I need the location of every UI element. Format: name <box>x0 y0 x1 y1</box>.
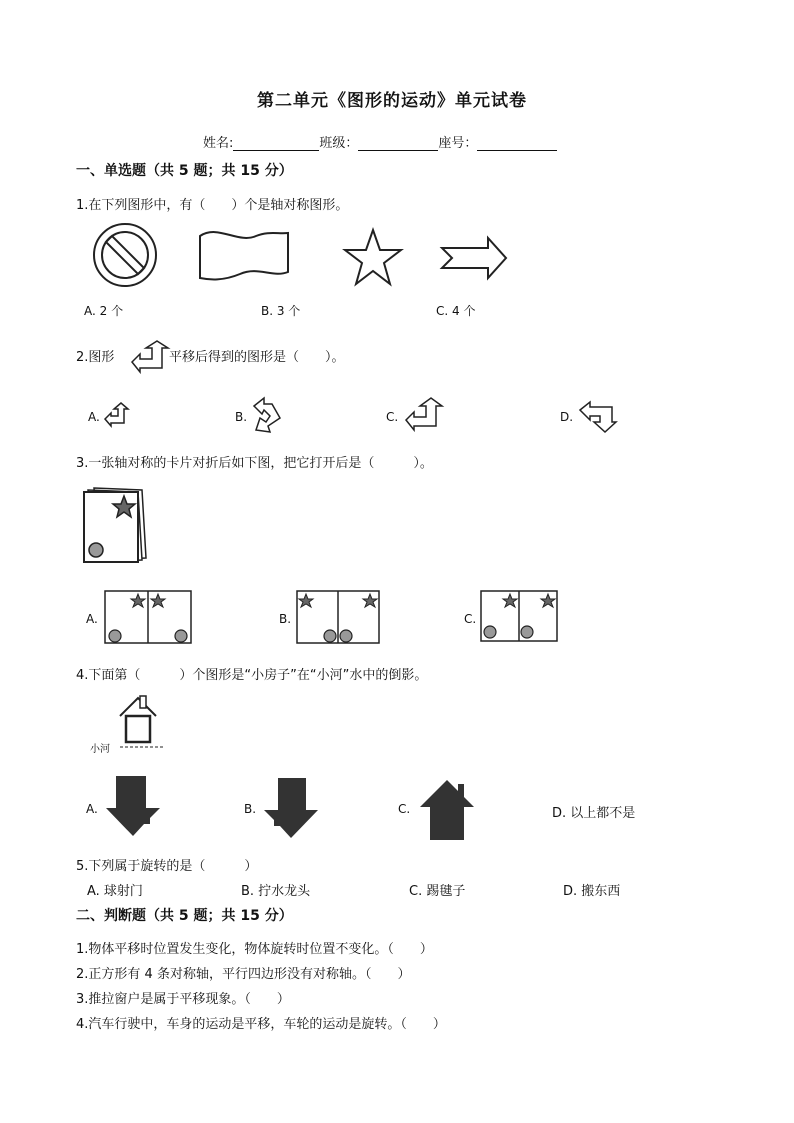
seat-blank[interactable] <box>477 136 557 151</box>
q2-option-a-shape-icon[interactable] <box>103 402 133 428</box>
q2-option-c-shape-icon[interactable] <box>402 396 446 432</box>
question-5-text: 5.下列属于旋转的是（ ） <box>76 859 258 874</box>
question-2-text-before: 2.图形 <box>76 350 115 365</box>
question-1-text: 1.在下列图形中，有（ ）个是轴对称图形。 <box>76 198 349 213</box>
q4-option-a-reflection-icon[interactable] <box>104 774 162 838</box>
wavy-flag-icon <box>198 228 290 284</box>
q3-option-c-label[interactable]: C. <box>464 612 477 626</box>
q3-option-a-label[interactable]: A. <box>86 612 98 626</box>
river-label: 小河 <box>90 744 110 755</box>
q4-option-d[interactable]: D. 以上都不是 <box>552 806 636 821</box>
q4-option-a-label[interactable]: A. <box>86 802 98 816</box>
judge-item-1: 1.物体平移时位置发生变化，物体旋转时位置不变化。（ ） <box>76 942 433 957</box>
folded-card-icon <box>82 486 148 566</box>
arrow-right-icon <box>440 236 508 282</box>
q1-option-a[interactable]: A. 2 个 <box>84 304 124 318</box>
q5-option-d[interactable]: D. 搬东西 <box>563 884 621 899</box>
small-house-icon <box>118 694 158 744</box>
q3-option-b-card-icon[interactable] <box>296 590 380 644</box>
student-info-line <box>203 132 557 151</box>
arrow-shape-given-icon <box>128 340 170 374</box>
section-heading-true-false: 二、判断题（共 5 题；共 15 分） <box>76 908 293 924</box>
q5-option-a[interactable]: A. 球射门 <box>87 884 143 899</box>
name-blank[interactable] <box>233 136 319 151</box>
page-title: 第二单元《图形的运动》单元试卷 <box>257 91 527 111</box>
q2-option-b-shape-icon[interactable] <box>250 396 284 434</box>
q2-option-c-label[interactable]: C. <box>386 410 399 424</box>
q2-option-a-label[interactable]: A. <box>88 410 100 424</box>
question-2-text-after: 平移后得到的图形是（ ）。 <box>169 350 345 365</box>
q2-option-d-label[interactable]: D. <box>560 410 574 424</box>
question-4-text: 4.下面第（ ）个图形是“小房子”在“小河”水中的倒影。 <box>76 668 428 683</box>
q3-option-c-card-icon[interactable] <box>480 590 558 642</box>
q1-option-b[interactable]: B. 3 个 <box>261 304 301 318</box>
star-icon <box>343 228 403 286</box>
q5-option-b[interactable]: B. 拧水龙头 <box>241 884 311 899</box>
q2-option-d-shape-icon[interactable] <box>576 400 618 434</box>
judge-item-4: 4.汽车行驶中，车身的运动是平移，车轮的运动是旋转。（ ） <box>76 1017 446 1032</box>
q3-option-a-card-icon[interactable] <box>104 590 192 644</box>
q5-option-c[interactable]: C. 踢毽子 <box>409 884 466 899</box>
class-blank[interactable] <box>358 136 438 151</box>
q4-option-c-label[interactable]: C. <box>398 802 411 816</box>
judge-item-3: 3.推拉窗户是属于平移现象。（ ） <box>76 992 290 1007</box>
q3-option-b-label[interactable]: B. <box>279 612 292 626</box>
q4-option-b-reflection-icon[interactable] <box>262 776 320 840</box>
section-heading-single-choice: 一、单选题（共 5 题；共 15 分） <box>76 163 293 179</box>
river-dashed-line <box>120 745 164 749</box>
class-label: 班级： <box>319 136 359 151</box>
question-3-text: 3.一张轴对称的卡片对折后如下图，把它打开后是（ ）。 <box>76 456 433 471</box>
no-entry-sign-icon <box>92 222 158 288</box>
q4-option-c-house-icon[interactable] <box>418 778 476 842</box>
name-label: 姓名: <box>203 136 234 151</box>
q4-option-b-label[interactable]: B. <box>244 802 257 816</box>
judge-item-2: 2.正方形有 4 条对称轴，平行四边形没有对称轴。（ ） <box>76 967 411 982</box>
seat-label: 座号： <box>438 136 478 151</box>
q1-option-c[interactable]: C. 4 个 <box>436 304 476 318</box>
q2-option-b-label[interactable]: B. <box>235 410 248 424</box>
